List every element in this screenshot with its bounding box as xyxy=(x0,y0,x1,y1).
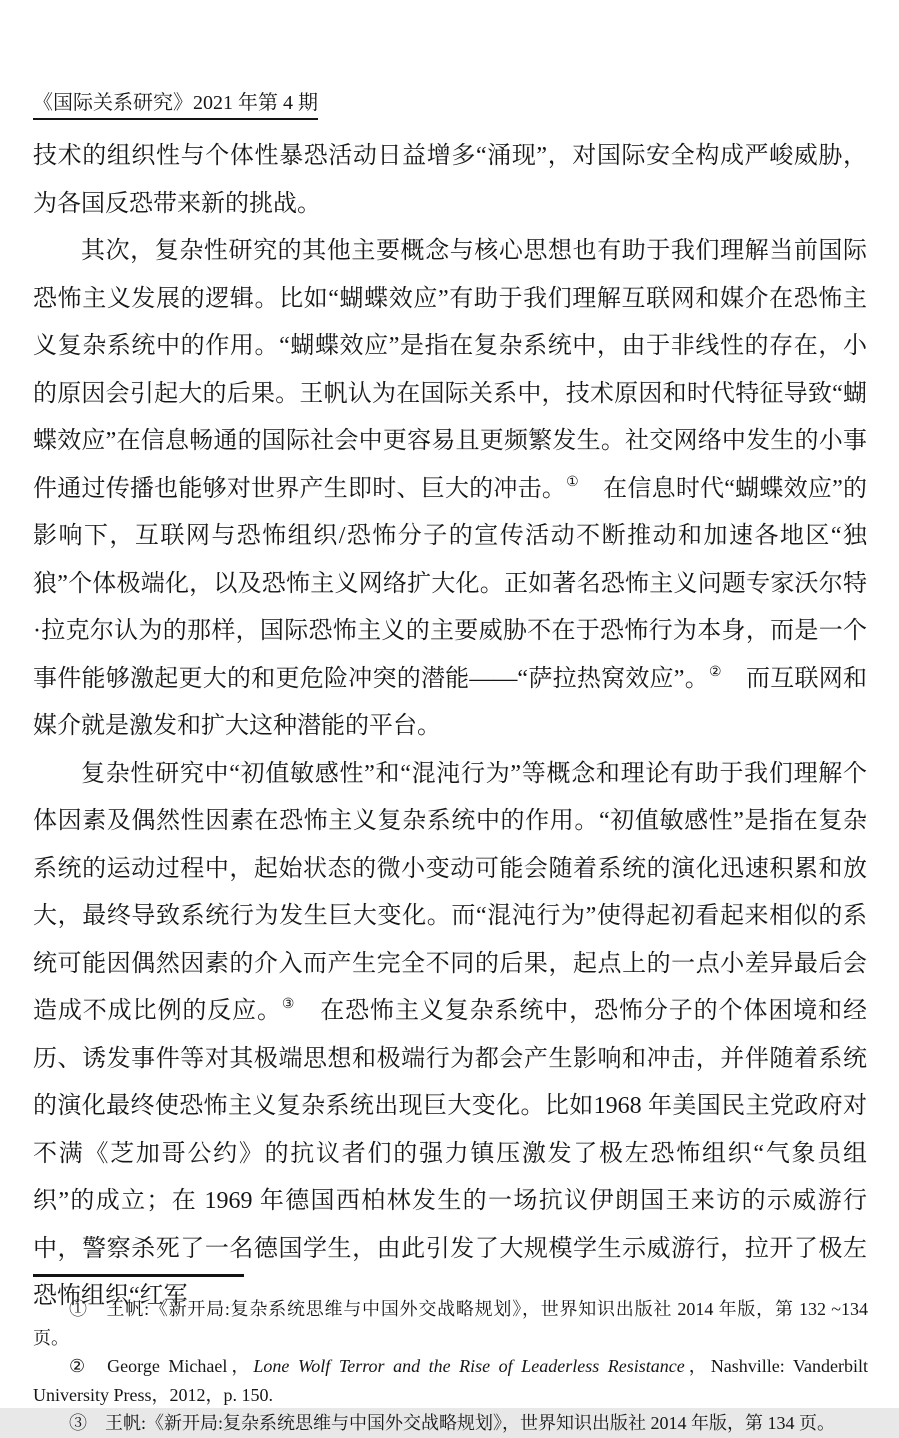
footnote-marker: ② xyxy=(708,664,722,680)
text-run: 复杂性研究中“初值敏感性”和“混沌行为”等概念和理论有助于我们理解个体因素及偶然性因素在恐怖主义复杂系统中的作用。“初值敏感性”是指在复杂系统的运动过程中，起始状态的微小变动可能会随着系统的演化迅速积累和放大，最终导致系统行为发生巨大变化。而“混沌行为”使得起初看起来相似的系统可能因偶然因素的介入而产生完全不同的后果，起点上的一点小差异最后会造成不成比例的反应。 xyxy=(33,760,867,1024)
body-paragraph xyxy=(33,133,867,228)
book-title: Lone Wolf Terror and the Rise of Leaderless Resistance xyxy=(253,1356,685,1376)
text-run: 在信息时代“蝴蝶效应”的影响下，互联网与恐怖组织/恐怖分子的宣传活动不断推动和加速各地区“独狼”个体极端化，以及恐怖主义网络扩大化。正如著名恐怖主义问题专家沃尔特·拉克尔认为的那样，国际恐怖主义的主要威胁不在于恐怖行为本身，而是一个事件能够激起更大的和更危险冲突的潜能——“萨拉热窝效应”。 xyxy=(33,475,867,692)
footnote-item xyxy=(33,1295,868,1352)
text-run: 而互联网和媒介就是激发和扩大这种潜能的平台。 xyxy=(33,665,867,739)
footnote-text: ② George Michael， xyxy=(69,1356,254,1376)
footnote-item xyxy=(33,1352,868,1409)
text-run: 技术的组织性与个体性暴恐活动日益增多“涌现”，对国际安全构成严峻威胁，为各国反恐带来新的挑战。 xyxy=(33,143,867,217)
footnote-text: ① 王帆:《新开局:复杂系统思维与中国外交战略规划》，世界知识出版社 2014 年版，第 132 ~134 页。 xyxy=(33,1299,868,1348)
footnote-marker: ① xyxy=(566,474,579,490)
article-body xyxy=(33,133,867,1321)
footnote-separator xyxy=(33,1274,244,1277)
footnote-item xyxy=(33,1409,868,1438)
body-paragraph xyxy=(33,228,867,751)
body-paragraph xyxy=(33,751,867,1321)
footnote-marker: ③ xyxy=(281,997,296,1012)
text-run: 在恐怖主义复杂系统中，恐怖分子的个体困境和经历、诱发事件等对其极端思想和极端行为都会产生影响和冲击，并伴随着系统的演化最终使恐怖主义复杂系统出现巨大变化。比如1968 年美国民主党政府对不满《芝加哥公约》的抗议者们的强力镇压激发了极左恐怖组织“气象员组织”的成立；在 1969 年德国西柏林发生的一场抗议伊朗国王来访的示威游行中，警察杀死了一名德国学生，由此引发了大规模学生示威游行，拉开了极左恐怖组织“红军 xyxy=(33,998,867,1309)
journal-issue-label: 《国际关系研究》2021 年第 4 期 xyxy=(33,86,318,120)
footnote-text: ，Nashville: Vanderbilt University Press，2012，p. 150. xyxy=(33,1356,868,1405)
footnotes xyxy=(33,1295,868,1438)
journal-header xyxy=(33,86,318,120)
footnote-text: ③ 王帆:《新开局:复杂系统思维与中国外交战略规划》，世界知识出版社 2014 年版，第 134 页。 xyxy=(69,1413,835,1433)
text-run: 其次，复杂性研究的其他主要概念与核心思想也有助于我们理解当前国际恐怖主义发展的逻辑。比如“蝴蝶效应”有助于我们理解互联网和媒介在恐怖主义复杂系统中的作用。“蝴蝶效应”是指在复杂系统中，由于非线性的存在，小的原因会引起大的后果。王帆认为在国际关系中，技术原因和时代特征导致“蝴蝶效应”在信息畅通的国际社会中更容易且更频繁发生。社交网络中发生的小事件通过传播也能够对世界产生即时、巨大的冲击。 xyxy=(33,238,867,502)
